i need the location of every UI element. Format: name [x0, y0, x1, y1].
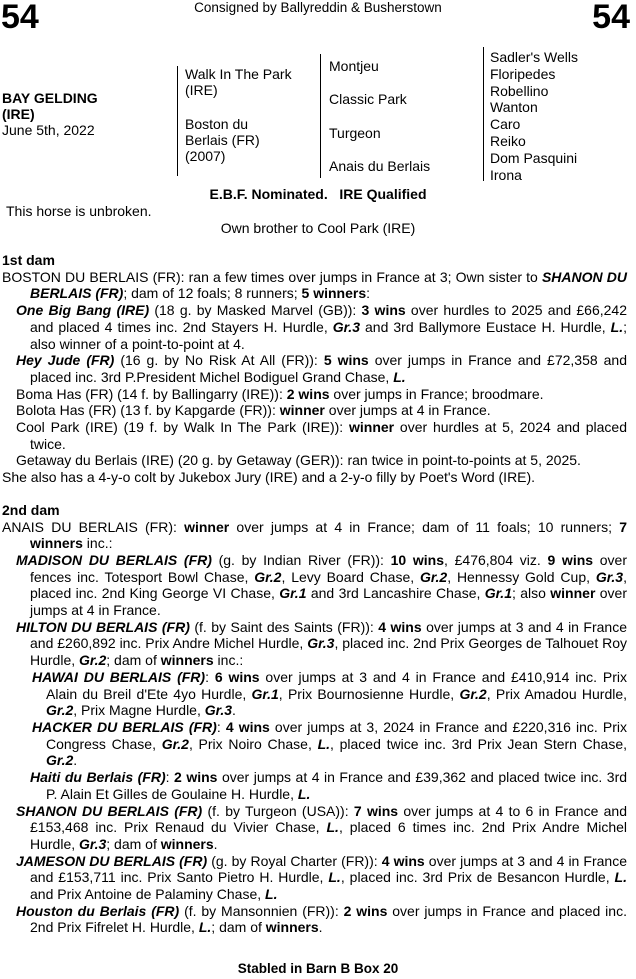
- second-dam-heading: 2nd dam: [2, 501, 60, 518]
- produce-boma-has: Boma Has (FR) (14 f. by Ballingarry (IRE)): 2 wins over jumps in France; broodmare.: [16, 385, 544, 402]
- dam-details: [2, 252, 627, 936]
- produce-hilton-du-berlais: HILTON DU BERLAIS (FR) (f. by Saint des Saints (FR)): 4 wins over jumps at 3 and 4 in France and £260,892 inc. Prix Andre Michel Hurdle, Gr.3, placed inc. 2nd Prix Georges de Talhouet Roy Hurdle, Gr.2; dam of winners inc.:: [16, 618, 628, 669]
- pedigree-line-3: [483, 47, 484, 181]
- horse-country: (IRE): [2, 106, 35, 122]
- pedigree-sire: Walk In The Park (IRE): [185, 66, 292, 98]
- foaling-date: June 5th, 2022: [2, 122, 95, 138]
- first-dam-heading: 1st dam: [2, 252, 55, 268]
- pedigree-gp-4: Anais du Berlais: [329, 158, 431, 174]
- produce-haiti-du-berlais: Haiti du Berlais (FR): 2 wins over jumps at 4 in France and £39,362 and placed twice inc. 3rd P. Alain Et Gilles de Goulaine H. Hurdle, L.: [30, 769, 628, 802]
- lot-number-left: 54: [1, 0, 39, 36]
- horse-info: [2, 90, 98, 138]
- unbroken-note: This horse is unbroken.: [6, 203, 152, 219]
- produce-hawai-du-berlais: HAWAI DU BERLAIS (FR): 6 wins over jumps at 3 and 4 in France and £410,914 inc. Prix Alain du Breil d'Ete 4yo Hurdle, Gr.1, Prix Bournosienne Hurdle, Gr.2, Prix Amadou Hurdle, Gr.2, Prix Magne Hurdle, Gr.3.: [32, 668, 628, 719]
- pedigree-gp-2: Classic Park: [329, 91, 407, 107]
- pedigree-dam: Boston du Berlais (FR) (2007): [185, 116, 260, 164]
- first-dam-also: She also has a 4-y-o colt by Jukebox Jury (IRE) and a 2-y-o filly by Poet's Word (IRE).: [2, 469, 536, 486]
- first-dam-intro: BOSTON DU BERLAIS (FR): ran a few times over jumps in France at 3; Own sister to SHANON DU BERLAIS (FR); dam of 12 foals; 8 runners; 5 winners:: [2, 268, 627, 302]
- second-dam-intro: ANAIS DU BERLAIS (FR): winner over jumps at 4 in France; dam of 11 foals; 10 runners; 7 winners inc.:: [2, 518, 627, 552]
- produce-cool-park: Cool Park (IRE) (19 f. by Walk In The Park (IRE)): winner over hurdles at 5, 2024 and placed twice.: [16, 419, 627, 452]
- produce-hey-jude: Hey Jude (FR) (16 g. by No Risk At All (FR)): 5 wins over jumps in France and £72,358 and placed inc. 3rd P.President Michel Bodiguel Grand Chase, L.: [16, 352, 628, 385]
- brother-note: Own brother to Cool Park (IRE): [220, 220, 416, 236]
- pedigree-line-1: [177, 66, 178, 176]
- stabling-info: Stabled in Barn B Box 20: [237, 961, 399, 976]
- produce-houston-du-berlais: Houston du Berlais (FR) (f. by Mansonnien (FR)): 2 wins over jumps in France and placed inc. 2nd Prix Fifrelet H. Hurdle, L.; dam of winners.: [16, 902, 627, 936]
- consignor: Consigned by Ballyreddin & Busherstown: [194, 0, 442, 15]
- produce-bolota-has: Bolota Has (FR) (13 f. by Kapgarde (FR)): winner over jumps at 4 in France.: [16, 402, 491, 419]
- produce-getaway-du-berlais: Getaway du Berlais (IRE) (20 g. by Getaway (GER)): ran twice in point-to-points at 5, 2025.: [16, 452, 581, 469]
- produce-shanon-du-berlais: SHANON DU BERLAIS (FR) (f. by Turgeon (USA)): 7 wins over jumps at 4 to 6 in France and £153,468 inc. Prix Renaud du Vivier Chase, L., placed 6 times inc. 2nd Prix Andre Michel Hurdle, Gr.3; dam of winners.: [16, 802, 628, 852]
- pedigree-gp-3: Turgeon: [329, 125, 381, 141]
- produce-one-big-bang: One Big Bang (IRE) (18 g. by Masked Marvel (GB)): 3 wins over hurdles to 2025 and £66,242 and placed 4 times inc. 2nd Stayers H. Hurdle, Gr.3 and 3rd Ballymore Eustace H. Hurdle, L.; also winner of a point-to-point at 4.: [16, 302, 627, 352]
- nomination-note: E.B.F. Nominated. IRE Qualified: [209, 186, 427, 202]
- produce-madison-du-berlais: MADISON DU BERLAIS (FR) (g. by Indian River (FR)): 10 wins, £476,804 viz. 9 wins over fences inc. Totesport Bowl Chase, Gr.2, Levy Board Chase, Gr.2, Hennessy Gold Cup, Gr.3, placed inc. 2nd King George VI Chase, Gr.1 and 3rd Lancashire Chase, Gr.1; also winner over jumps at 4 in France.: [16, 551, 628, 619]
- produce-hacker-du-berlais: HACKER DU BERLAIS (FR): 4 wins over jumps at 3, 2024 in France and £220,316 inc. Prix Congress Chase, Gr.2, Prix Noiro Chase, L., placed twice inc. 3rd Prix Jean Stern Chase, Gr.2.: [32, 718, 628, 769]
- lot-number-right: 54: [592, 0, 630, 36]
- produce-jameson-du-berlais: JAMESON DU BERLAIS (FR) (g. by Royal Charter (FR)): 4 wins over jumps at 3 and 4 in France and £153,711 inc. Prix Santo Pietro H. Hurdle, L., placed inc. 3rd Prix de Besancon Hurdle, L. and Prix Antoine de Palaminy Chase, L.: [16, 852, 627, 903]
- pedigree-line-2: [320, 54, 321, 178]
- pedigree-ggp-list: Sadler's Wells Floripedes Robellino Wanton Caro Reiko Dom Pasquini Irona: [490, 49, 578, 183]
- horse-description: BAY GELDING: [2, 90, 98, 106]
- pedigree-gp-1: Montjeu: [329, 58, 379, 74]
